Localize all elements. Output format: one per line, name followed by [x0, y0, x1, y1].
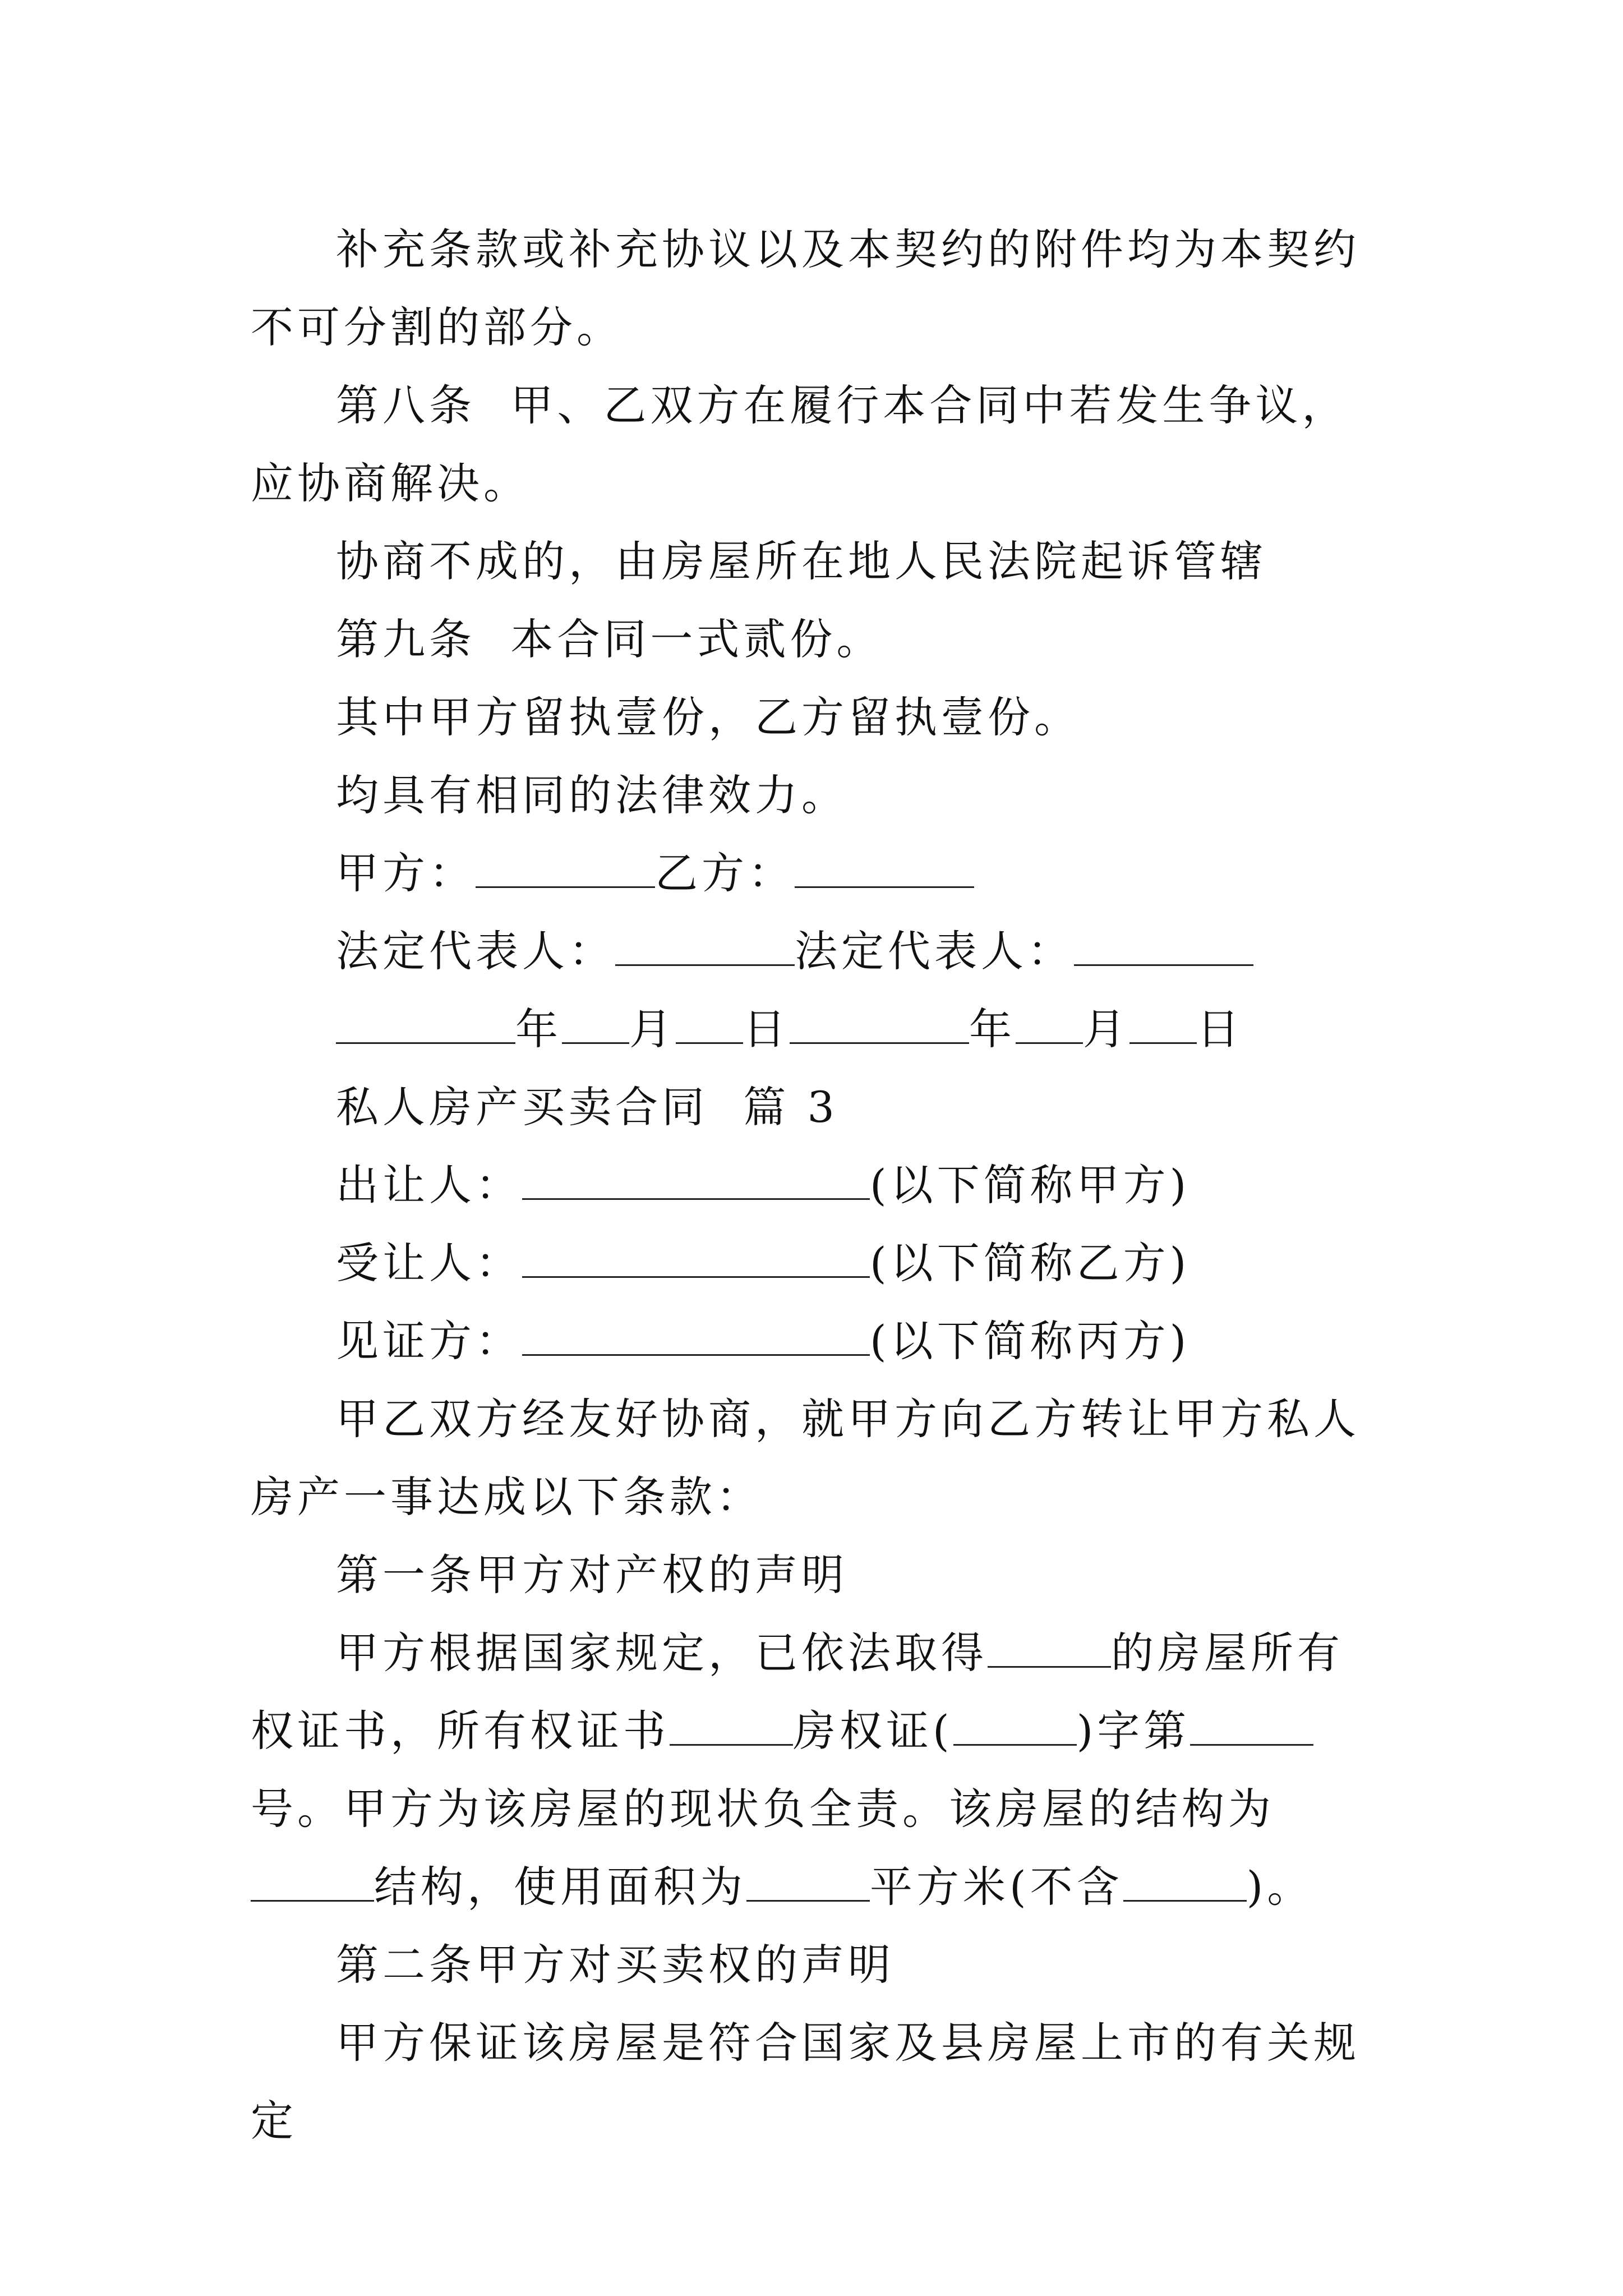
article-1-title: 第一条甲方对产权的声明 — [336, 1550, 848, 1600]
transferee-line — [251, 1224, 1384, 1302]
certificate-blank — [988, 1626, 1111, 1668]
year-a-label: 年 — [515, 1004, 562, 1054]
paragraph-intro: 甲乙双方经友好协商，就甲方向乙方转让甲方私人房产一事达成以下条款： — [251, 1394, 1360, 1522]
witness-note: (以下简称丙方) — [870, 1316, 1191, 1366]
paragraph-supplement: 补充条款或补充协议以及本契约的附件均为本契约不可分割的部分。 — [251, 224, 1360, 352]
rep-b-blank — [1074, 924, 1253, 966]
contract-text — [251, 210, 1384, 2160]
certificate-prefix-blank — [953, 1704, 1077, 1746]
signature-date-line — [251, 990, 1384, 1068]
transferor-label: 出让人： — [336, 1160, 522, 1210]
witness-line — [251, 1302, 1384, 1380]
day-a-blank — [676, 1002, 743, 1044]
paragraph-article-8: 第八条 甲、乙双方在履行本合同中若发生争议，应协商解决。 — [251, 380, 1349, 508]
article-1-text-2: 的房屋所有权证书，所有权证书 — [251, 1628, 1344, 1756]
party-b-label: 乙方： — [655, 848, 795, 898]
day-b-label: 日 — [1197, 1004, 1243, 1054]
article-1-text-5: 号。甲方为该房屋的现状负全责。该房屋的结构为 — [251, 1784, 1275, 1834]
structure-blank — [251, 1860, 374, 1902]
paragraph-article-9: 第九条 本合同一式贰份。 — [336, 614, 883, 664]
party-b-blank — [795, 846, 974, 888]
transferor-note: (以下简称甲方) — [870, 1160, 1191, 1210]
article-1-body — [251, 1614, 1384, 1926]
article-1-text-3: 房权证( — [793, 1706, 953, 1756]
transferee-note: (以下简称乙方) — [870, 1238, 1191, 1288]
transferor-blank — [522, 1158, 870, 1200]
day-b-blank — [1129, 1002, 1197, 1044]
year-b-label: 年 — [969, 1004, 1016, 1054]
section-title: 私人房产买卖合同 篇 3 — [336, 1082, 838, 1132]
paragraph-copies: 其中甲方留执壹份，乙方留执壹份。 — [336, 692, 1081, 742]
year-a-blank — [336, 1002, 515, 1044]
rep-a-blank — [615, 924, 795, 966]
party-a-blank — [476, 846, 655, 888]
signature-representatives-line — [251, 912, 1384, 990]
article-2-title: 第二条甲方对买卖权的声明 — [336, 1940, 895, 1990]
area-blank — [746, 1860, 870, 1902]
witness-blank — [522, 1314, 870, 1356]
article-1-text-8: )。 — [1246, 1862, 1314, 1912]
transferor-line — [251, 1146, 1384, 1224]
rep-b-label: 法定代表人： — [795, 926, 1074, 976]
day-a-label: 日 — [743, 1004, 790, 1054]
rep-a-label: 法定代表人： — [336, 926, 615, 976]
transferee-label: 受让人： — [336, 1238, 522, 1288]
month-a-label: 月 — [629, 1004, 676, 1054]
signature-parties-line — [251, 834, 1384, 912]
month-a-blank — [562, 1002, 629, 1044]
month-b-blank — [1016, 1002, 1083, 1044]
paragraph-jurisdiction: 协商不成的，由房屋所在地人民法院起诉管辖 — [336, 536, 1267, 586]
year-b-blank — [790, 1002, 969, 1044]
month-b-label: 月 — [1083, 1004, 1129, 1054]
certificate-serial-blank — [1190, 1704, 1313, 1746]
transferee-blank — [522, 1236, 870, 1278]
paragraph-legal-effect: 均具有相同的法律效力。 — [336, 770, 848, 820]
party-a-label: 甲方： — [336, 848, 476, 898]
excluded-blank — [1123, 1860, 1247, 1902]
article-1-text-6: 结构，使用面积为 — [374, 1862, 746, 1912]
witness-label: 见证方： — [336, 1316, 522, 1366]
article-1-text-1: 甲方根据国家规定，已依法取得 — [336, 1628, 988, 1678]
article-1-text-7: 平方米(不含 — [870, 1862, 1123, 1912]
article-2-body: 甲方保证该房屋是符合国家及县房屋上市的有关规定 — [251, 2018, 1360, 2146]
certificate-number-blank — [670, 1704, 793, 1746]
article-1-text-4: )字第 — [1076, 1706, 1191, 1756]
